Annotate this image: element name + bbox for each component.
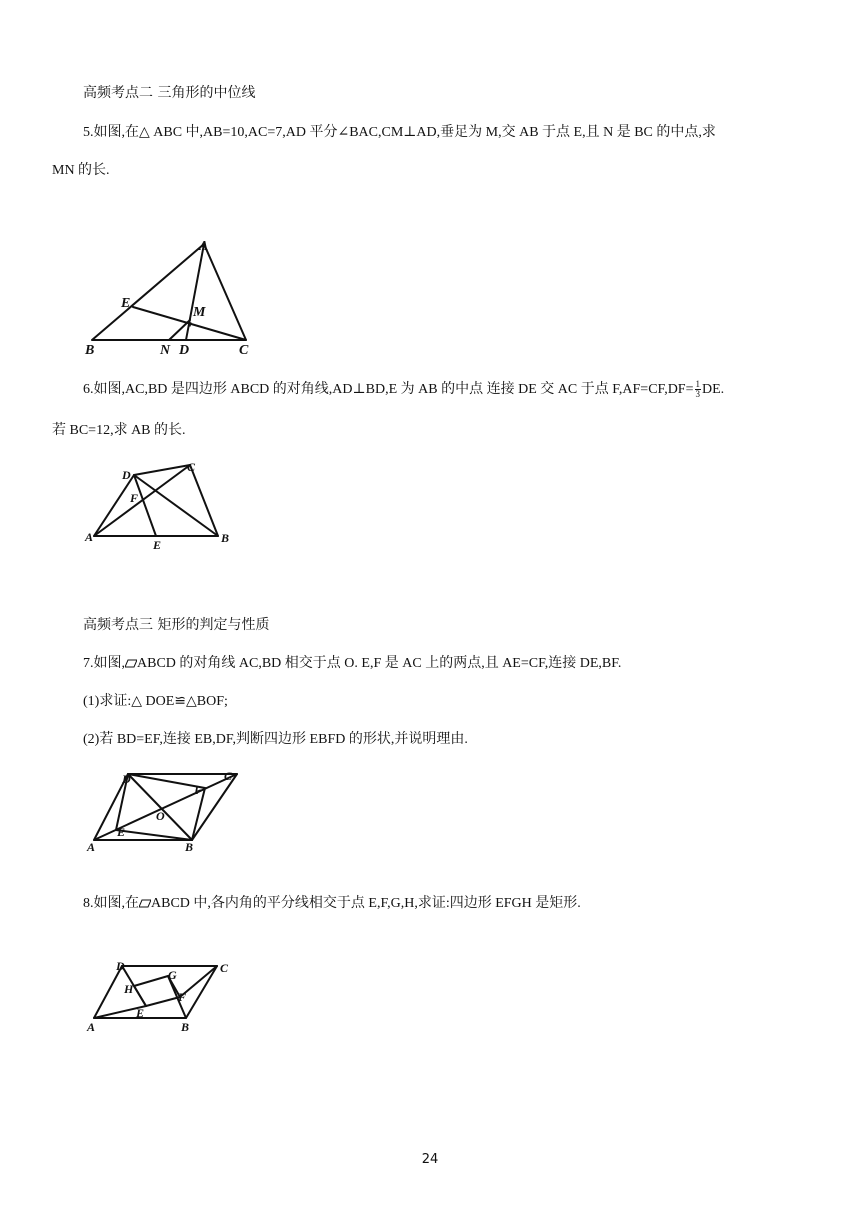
q5-label-n: N [160,343,171,357]
q8-parallelogram-figure [82,953,247,1038]
q5-label-a: A [199,239,209,254]
q8-label-a: A [87,1020,96,1034]
q7-label-c: C [224,769,233,783]
q7-label-f: F [194,783,203,797]
q6-label-d: D [122,468,131,482]
q6-quadrilateral-figure [82,458,242,553]
q7-parallelogram-figure [82,765,247,855]
q6-fraction [695,380,702,399]
q5-triangle-figure [80,232,260,357]
q7-text-line1 [83,654,621,674]
parallelogram-symbol-icon [139,899,151,907]
q8-label-g: G [168,968,177,982]
q8-label-d: D [116,959,125,973]
q7-label-e: E [117,825,126,839]
q7-text-line1-rest: ABCD 的对角线 AC,BD 相交于点 O. E,F 是 AC 上的两点,且 AE=CF,连接 DE,BF. [137,656,622,671]
q7-label-b: B [185,840,194,854]
q5-text-line1: 5.如图,在△ ABC 中,AB=10,AC=7,AD 平分∠BAC,CM⊥AD,垂足为 M,交 AB 于点 E,且 N 是 BC 的中点,求 [83,125,716,140]
q8-text-line1 [83,894,581,914]
q5-triangle-abc [92,244,246,340]
q7-segment-eb [116,830,192,840]
q6-text-line1-start: 6.如图,AC,BD 是四边形 ABCD 的对角线,AD⊥BD,E 为 AB 的中点 连接 DE 交 AC 于点 F,AF=CF,DF= [83,382,694,397]
q8-parallelogram-abcd [94,966,217,1018]
q5-label-m: M [193,305,206,320]
q8-label-c: C [220,961,229,975]
q5-label-b: B [85,343,95,357]
q6-label-b: B [221,531,230,545]
q8-label-b: B [181,1020,190,1034]
q8-text-line1-prefix: 8.如图,在 [83,896,139,911]
q6-label-e: E [153,538,162,552]
q6-fraction-numerator: 1 [695,379,700,390]
q5-label-c: C [239,343,249,357]
q6-quadrilateral-abcd [94,465,218,536]
q6-text-line1-end: DE. [702,382,725,397]
q8-label-h: H [124,982,134,996]
q8-label-f: F [178,990,187,1004]
q6-label-a: A [85,530,94,544]
q6-fraction-denominator: 3 [695,389,700,400]
q8-text-line1-rest: ABCD 中,各内角的平分线相交于点 E,F,G,H,求证:四边形 EFGH 是矩形. [151,896,581,911]
q7-label-o: O [156,809,165,823]
q5-text-line2: MN 的长. [52,163,110,178]
q5-label-e: E [121,296,131,311]
q5-label-d: D [179,343,190,357]
q8-label-e: E [136,1006,145,1020]
q6-label-f: F [130,491,139,505]
q5-line-ce [133,307,246,340]
q6-label-c: C [187,460,196,474]
q7-label-a: A [87,840,96,854]
page-number: 24 [421,1152,439,1167]
section-heading-2: 高频考点二 三角形的中位线 [83,85,256,101]
q7-part1: (1)求证:△ DOE≌△BOF; [83,694,228,709]
q7-part2: (2)若 BD=EF,连接 EB,DF,判断四边形 EBFD 的形状,并说明理由. [83,732,468,747]
q6-text-line1 [83,380,724,400]
section-heading-3: 高频考点三 矩形的判定与性质 [83,617,270,633]
q7-label-d: D [122,772,131,786]
q7-text-line1-prefix: 7.如图, [83,656,125,671]
q6-diagonal-ac [94,465,190,536]
parallelogram-symbol-icon [125,659,137,667]
q6-text-line2: 若 BC=12,求 AB 的长. [52,423,186,438]
